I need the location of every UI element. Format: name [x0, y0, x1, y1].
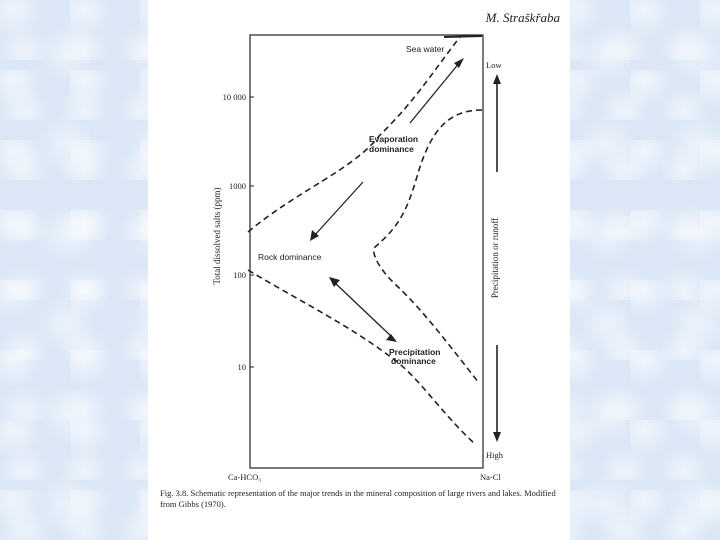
sea-water-label: Sea water: [406, 44, 445, 54]
right-bottom-label: High: [486, 450, 503, 460]
y-tick-label-100: 100: [233, 270, 246, 280]
sea-water-cap: [444, 36, 482, 37]
y-axis-label: Total dissolved salts (ppm): [212, 187, 222, 285]
figure-caption: Fig. 3.8. Schematic representation of the major trends in the mineral composition of large rivers and lakes. Modified from Gibbs (1970).: [160, 488, 556, 510]
y-tick-label-10: 10: [237, 362, 246, 372]
arrow-rock-precipitation-double: [329, 277, 397, 342]
gibbs-diagram: [148, 0, 570, 540]
right-axis-label: Precipitation or runoff: [490, 217, 500, 299]
evaporation-label-line1: Evaporation: [369, 134, 419, 144]
right-top-label: Low: [486, 60, 502, 70]
arrow-to-rock-dominance: [310, 182, 363, 241]
upper-envelope-curve: [248, 37, 460, 232]
lower-envelope-curve: [248, 270, 476, 445]
author-name: M. Straškřaba: [485, 10, 560, 25]
precipitation-label-line2: dominance: [391, 356, 436, 366]
x-right-label: Na-Cl: [480, 472, 501, 482]
right-down-arrow: [493, 345, 501, 442]
x-left-label: Ca-HCO₃: [228, 472, 262, 482]
y-tick-label-10000: 10 000: [222, 92, 246, 102]
evaporation-label-line2: dominance: [369, 144, 414, 154]
rock-dominance-label: Rock dominance: [258, 252, 322, 262]
y-tick-label-1000: 1000: [229, 181, 246, 191]
figure-page: [148, 0, 570, 540]
precipitation-label-line1: Precipitation: [389, 347, 441, 357]
right-up-arrow: [493, 74, 501, 172]
